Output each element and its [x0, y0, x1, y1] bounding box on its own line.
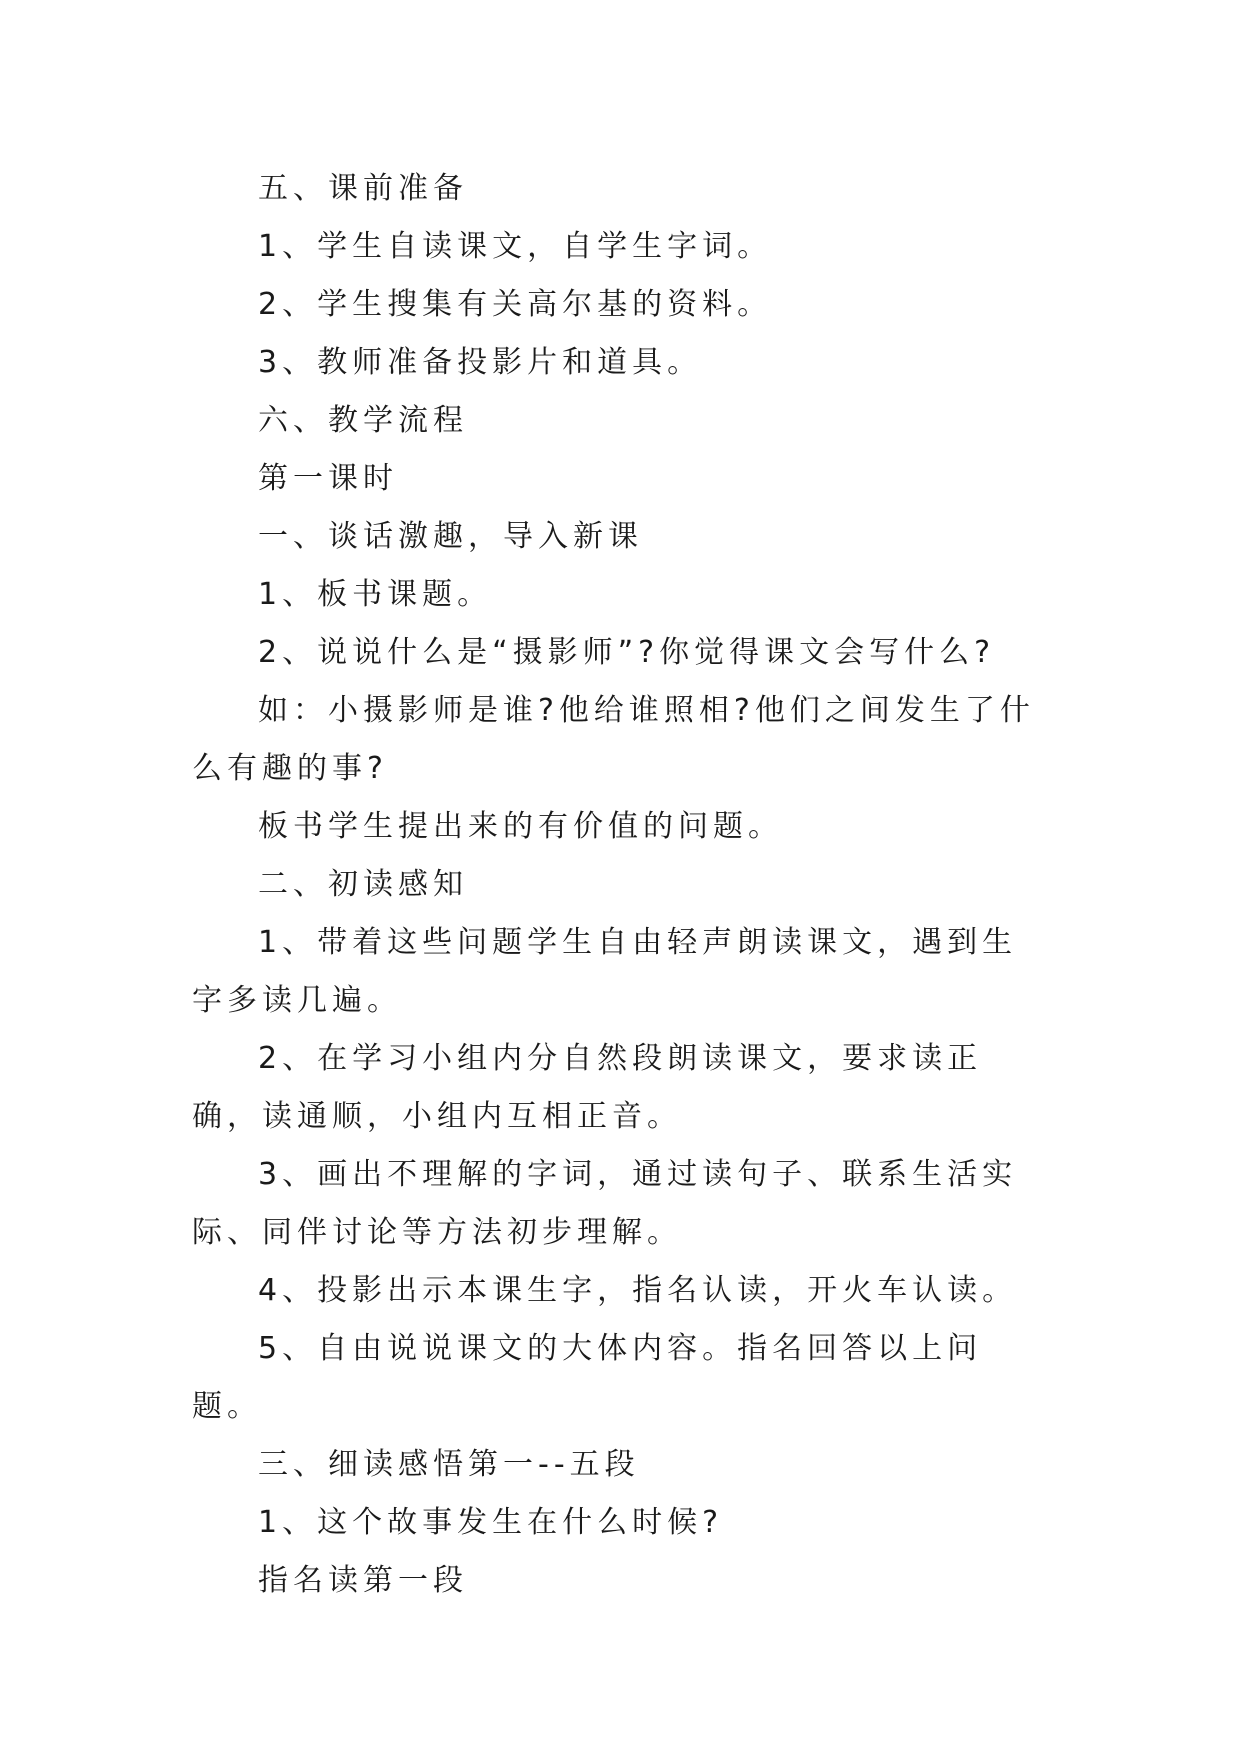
document-body	[192, 160, 1052, 1610]
paragraph: 板书学生提出来的有价值的问题。	[258, 809, 783, 844]
heading-section-one: 一、谈话激趣，导入新课	[258, 519, 643, 554]
heading-section-two: 二、初读感知	[258, 867, 468, 902]
paragraph: 1、学生自读课文，自学生字词。	[258, 229, 773, 264]
paragraph: 1、带着这些问题学生自由轻声朗读课文，遇到生字多读几遍。	[192, 925, 1018, 1018]
paragraph: 2、在学习小组内分自然段朗读课文，要求读正确，读通顺，小组内互相正音。	[192, 1041, 983, 1134]
paragraph: 5、自由说说课文的大体内容。指名回答以上问题。	[192, 1331, 983, 1424]
heading-first-lesson: 第一课时	[258, 461, 398, 496]
paragraph: 2、学生搜集有关高尔基的资料。	[258, 287, 773, 322]
paragraph: 指名读第一段	[258, 1563, 468, 1598]
heading-teaching-process: 六、教学流程	[258, 403, 468, 438]
paragraph: 1、这个故事发生在什么时候?	[258, 1505, 724, 1540]
paragraph: 2、说说什么是“摄影师”?你觉得课文会写什么?	[258, 635, 996, 670]
paragraph: 如：小摄影师是谁?他给谁照相?他们之间发生了什么有趣的事?	[192, 693, 1035, 786]
paragraph: 3、画出不理解的字词，通过读句子、联系生活实际、同伴讨论等方法初步理解。	[192, 1157, 1018, 1250]
heading-section-three: 三、细读感悟第一--五段	[258, 1447, 640, 1482]
paragraph: 3、教师准备投影片和道具。	[258, 345, 703, 380]
paragraph: 1、板书课题。	[258, 577, 493, 612]
paragraph: 4、投影出示本课生字，指名认读，开火车认读。	[258, 1273, 1018, 1308]
heading-preparation: 五、课前准备	[258, 171, 468, 206]
